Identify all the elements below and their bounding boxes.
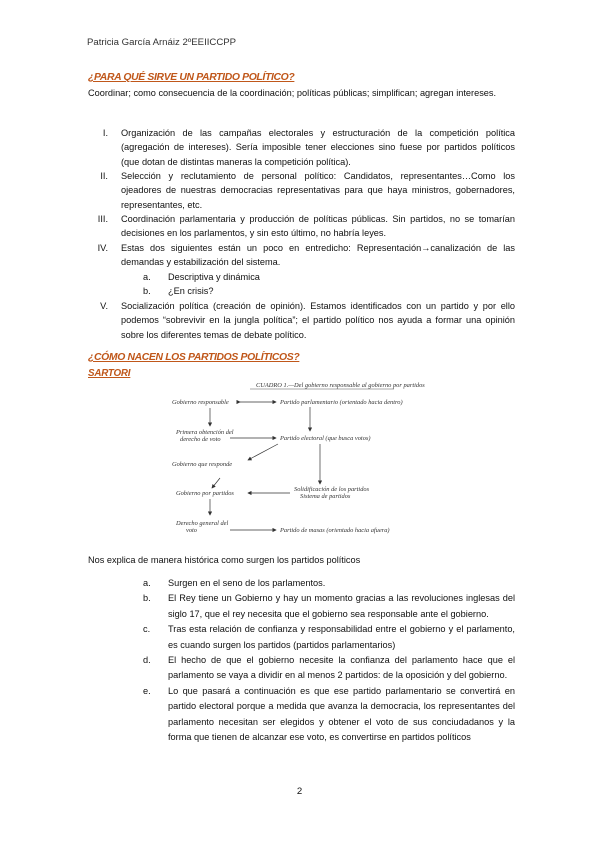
sartori-diagram bbox=[170, 380, 460, 540]
node-first-vote-line2: derecho de voto bbox=[180, 436, 221, 443]
node-answering-government: Gobierno que responde bbox=[172, 461, 233, 468]
list-item bbox=[88, 169, 515, 212]
list-item bbox=[143, 591, 515, 622]
list-text: ¿En crisis? bbox=[168, 286, 214, 297]
page-number: 2 bbox=[296, 786, 303, 797]
list-text: Surgen en el seno de los parlamentos. bbox=[168, 578, 326, 588]
node-universal-vote-line2: voto bbox=[186, 527, 198, 534]
list-text: Descriptiva y dinámica bbox=[168, 272, 260, 282]
node-parliamentary-party: Partido parlamentario (orientado hacia dentro) bbox=[280, 399, 403, 406]
node-electoral-party: Partido electoral (que busca votos) bbox=[280, 435, 371, 442]
list-item bbox=[143, 270, 260, 284]
list-number: II. bbox=[100, 171, 108, 181]
list-text: Socialización política (creación de opinión). Estamos identificados con un partido y por ello podemos “sobrevivir en la jungla política”; el partido político nos ayuda a formar una opinión sobre los diferentes temas de debate político. bbox=[121, 301, 515, 340]
author-subtitle: SARTORI bbox=[88, 368, 131, 379]
list-number: d. bbox=[143, 655, 151, 666]
intro-paragraph: Coordinar; como consecuencia de la coordinación; políticas públicas; simplifican; agregan intereses. bbox=[88, 88, 497, 98]
list-text: El Rey tiene un Gobierno y hay un momento gracias a las revoluciones inglesas del siglo 17, que el rey necesita que el gobierno sea responsable ante el gobierno. bbox=[168, 593, 515, 619]
list-text: Tras esta relación de confianza y responsabilidad entre el gobierno y el parlamento, es cuando surgen los partidos (partidos parlamentarios) bbox=[168, 624, 515, 650]
list-number: b. bbox=[143, 286, 151, 297]
functions-list bbox=[88, 126, 515, 342]
list-number: I. bbox=[102, 128, 108, 138]
list-text: Coordinación parlamentaria y producción de políticas públicas. Sin partidos, no se tomarían decisiones en los parlamentos, y sin esto último, no habría leyes. bbox=[121, 214, 515, 239]
node-first-vote-line1: Primera obtención del bbox=[176, 429, 234, 436]
list-item bbox=[143, 622, 515, 653]
list-number: b. bbox=[143, 593, 151, 604]
list-text: El hecho de que el gobierno necesite la confianza del parlamento hace que el parlamento se vaya a dividir en al menos 2 partidos: de la oposición y del gobierno. bbox=[168, 655, 515, 681]
history-intro: Nos explica de manera histórica como surgen los partidos políticos bbox=[88, 555, 361, 565]
list-text: Estas dos siguientes están un poco en entredicho: Representación→canalización de las demandas y estabilización del sistema. bbox=[121, 243, 515, 268]
list-text: Organización de las campañas electorales y estructuración de la competición política (agregación de intereses). Sería imposible tener elecciones sino fuese por partidos políticos (que dotan de distintas maneras la competición política). bbox=[121, 128, 515, 167]
list-number: III. bbox=[97, 214, 108, 224]
node-party-government: Gobierno por partidos bbox=[176, 490, 234, 497]
list-item bbox=[143, 653, 515, 684]
arrow bbox=[248, 444, 278, 460]
list-number: a. bbox=[143, 578, 151, 588]
list-number: e. bbox=[143, 685, 151, 696]
list-number: IV. bbox=[97, 243, 108, 253]
list-number: a. bbox=[143, 272, 151, 282]
node-solidification-line2: Sistema de partidos bbox=[300, 493, 351, 500]
node-mass-party: Partido de masas (orientado hacia afuera) bbox=[280, 527, 390, 534]
node-responsible-government: Gobierno responsable bbox=[172, 399, 229, 406]
page-header: Patricia García Arnáiz 2ºEEIICCPP bbox=[87, 37, 237, 48]
node-solidification-line1: Solidificación de los partidos bbox=[294, 486, 370, 493]
arrow bbox=[212, 478, 220, 488]
list-number: c. bbox=[143, 624, 151, 635]
list-item bbox=[88, 126, 515, 169]
node-universal-vote-line1: Derecho general del bbox=[176, 520, 229, 527]
list-item bbox=[143, 684, 515, 746]
list-item bbox=[143, 576, 515, 591]
origin-list bbox=[143, 576, 515, 745]
section-title-origin: ¿CÓMO NACEN LOS PARTIDOS POLÍTICOS? bbox=[88, 352, 300, 363]
list-item bbox=[143, 284, 260, 298]
list-item bbox=[88, 299, 515, 342]
list-item bbox=[88, 212, 515, 241]
list-number: V. bbox=[100, 301, 108, 311]
representation-sublist bbox=[143, 270, 260, 299]
diagram-caption: CUADRO 1.—Del gobierno responsable al gobierno por partidos bbox=[256, 382, 425, 389]
list-text: Selección y reclutamiento de personal político: Candidatos, representantes…Como los ojeadores de nuestras democracias representativas para que haya ministros, gobernadores, representantes, etc. bbox=[121, 171, 515, 210]
list-text: Lo que pasará a continuación es que ese partido parlamentario se convertirá en partido electoral porque a medida que avanza la democracia, los representantes del parlamento necesitan ser elegidos y obtener el voto de sus conciudadanos y la forma que tienen de alcanzar ese voto, es convertirse en partidos políticos bbox=[168, 685, 515, 743]
section-title-purpose: ¿PARA QUÉ SIRVE UN PARTIDO POLÍTICO? bbox=[88, 72, 295, 83]
